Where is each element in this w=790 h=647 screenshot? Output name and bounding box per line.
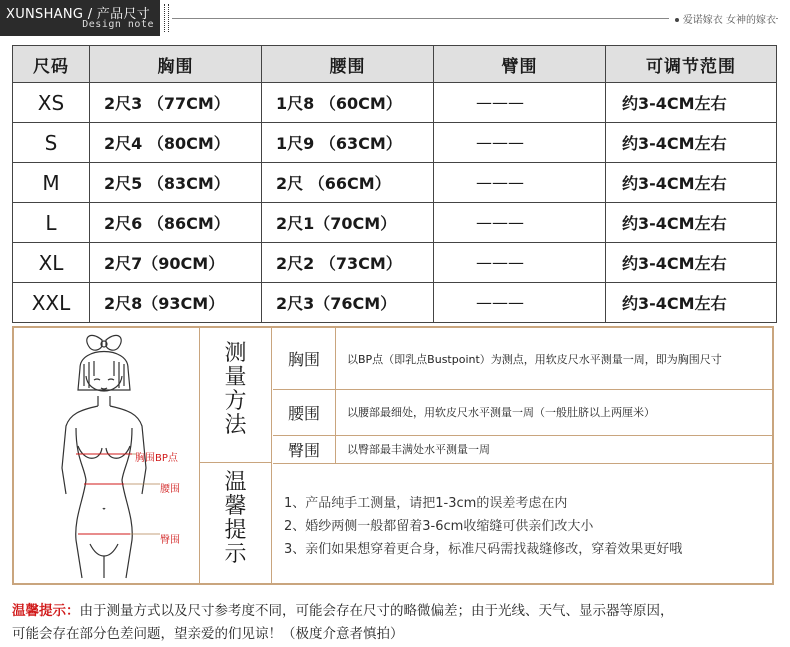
table-row xyxy=(13,163,777,203)
waist-cell: 1尺9 （63CM） xyxy=(262,123,434,163)
notice-line-2: 可能会存在部分色差问题，望亲爱的们见谅！（极度介意者慎拍） xyxy=(12,626,404,642)
arm-cell: ——— xyxy=(434,243,606,283)
table-header-row xyxy=(13,46,777,83)
method-char: 量 xyxy=(224,365,247,390)
waist-cell: 2尺1（70CM） xyxy=(262,203,434,243)
tip-item: 2、婚纱两侧一般都留着3-6cm收缩缝可供亲们改大小 xyxy=(284,519,594,534)
size-chart-table xyxy=(12,45,777,323)
bust-cell: 2尺6 （86CM） xyxy=(90,203,262,243)
bust-cell: 2尺8（93CM） xyxy=(90,283,262,323)
method-name: 胸围 xyxy=(273,328,336,389)
table-row xyxy=(13,283,777,323)
brand-logo xyxy=(0,0,160,36)
table-row xyxy=(13,243,777,283)
method-row-hip xyxy=(273,435,772,464)
table-row xyxy=(13,123,777,163)
header-size: 尺码 xyxy=(13,46,90,83)
tips-char: 馨 xyxy=(224,494,247,519)
size-cell: XXL xyxy=(13,283,90,323)
body-figure-panel xyxy=(14,328,200,583)
measurement-guide xyxy=(12,326,774,585)
tip-item: 1、产品纯手工测量，请把1-3cm的误差考虑在内 xyxy=(284,496,568,511)
header-adjust: 可调节范围 xyxy=(606,46,777,83)
header-note-text: 爱诺嫁衣 女神的嫁衣 xyxy=(682,15,776,26)
method-row-waist xyxy=(273,389,772,436)
waist-label: 腰围 xyxy=(160,484,180,495)
notice-label: 温馨提示： xyxy=(12,603,80,619)
method-char: 方 xyxy=(224,389,247,414)
size-cell: XS xyxy=(13,83,90,123)
adjust-cell: 约3-4CM左右 xyxy=(606,203,777,243)
bust-cell: 2尺4 （80CM） xyxy=(90,123,262,163)
method-heading xyxy=(200,328,272,463)
bust-bp-label: 胸围BP点 xyxy=(135,453,178,464)
waist-cell: 2尺3（76CM） xyxy=(262,283,434,323)
method-char: 测 xyxy=(224,341,247,366)
header-note xyxy=(669,11,776,26)
method-char: 法 xyxy=(224,413,247,438)
adjust-cell: 约3-4CM左右 xyxy=(606,243,777,283)
bust-cell: 2尺3 （77CM） xyxy=(90,83,262,123)
header-arm: 臂围 xyxy=(434,46,606,83)
size-cell: M xyxy=(13,163,90,203)
arm-cell: ——— xyxy=(434,163,606,203)
bottom-notice xyxy=(12,600,782,646)
arm-cell: ——— xyxy=(434,83,606,123)
adjust-cell: 约3-4CM左右 xyxy=(606,163,777,203)
arm-cell: ——— xyxy=(434,123,606,163)
tip-item: 3、亲们如果想穿着更合身，标准尺码需找裁缝修改，穿着效果更好哦 xyxy=(284,542,683,557)
hip-label: 臀围 xyxy=(160,535,180,546)
method-desc: 以臀部最丰满处水平测量一周 xyxy=(347,443,490,456)
size-cell: S xyxy=(13,123,90,163)
bullet-icon xyxy=(675,18,679,22)
tips-char: 示 xyxy=(224,542,247,567)
bust-cell: 2尺7（90CM） xyxy=(90,243,262,283)
table-row xyxy=(13,203,777,243)
method-name: 臀围 xyxy=(273,435,336,463)
brand-subtitle: Design note xyxy=(82,19,154,30)
arm-cell: ——— xyxy=(434,203,606,243)
method-name: 腰围 xyxy=(273,389,336,435)
waist-cell: 1尺8 （60CM） xyxy=(262,83,434,123)
tips-char: 提 xyxy=(224,518,247,543)
brand-title: XUNSHANG / 产品尺寸 xyxy=(6,7,151,22)
notice-line-1: 由于测量方式以及尺寸参考度不同，可能会存在尺寸的略微偏差；由于光线、天气、显示器等原因， xyxy=(79,603,674,619)
brand-divider xyxy=(164,4,169,32)
tips-list xyxy=(284,492,682,561)
method-desc: 以腰部最细处，用软皮尺水平测量一周（一般肚脐以上两厘米） xyxy=(347,406,655,419)
table-row xyxy=(13,83,777,123)
adjust-cell: 约3-4CM左右 xyxy=(606,83,777,123)
waist-cell: 2尺 （66CM） xyxy=(262,163,434,203)
bust-cell: 2尺5 （83CM） xyxy=(90,163,262,203)
arm-cell: ——— xyxy=(434,283,606,323)
header-waist: 腰围 xyxy=(262,46,434,83)
size-cell: L xyxy=(13,203,90,243)
adjust-cell: 约3-4CM左右 xyxy=(606,123,777,163)
size-cell: XL xyxy=(13,243,90,283)
method-row-bust xyxy=(273,328,772,390)
header-bust: 胸围 xyxy=(90,46,262,83)
adjust-cell: 约3-4CM左右 xyxy=(606,283,777,323)
waist-cell: 2尺2 （73CM） xyxy=(262,243,434,283)
tips-heading xyxy=(200,463,272,583)
tips-char: 温 xyxy=(224,470,247,495)
method-desc: 以BP点（即乳点Bustpoint）为测点，用软皮尺水平测量一周，即为胸围尺寸 xyxy=(347,352,722,366)
